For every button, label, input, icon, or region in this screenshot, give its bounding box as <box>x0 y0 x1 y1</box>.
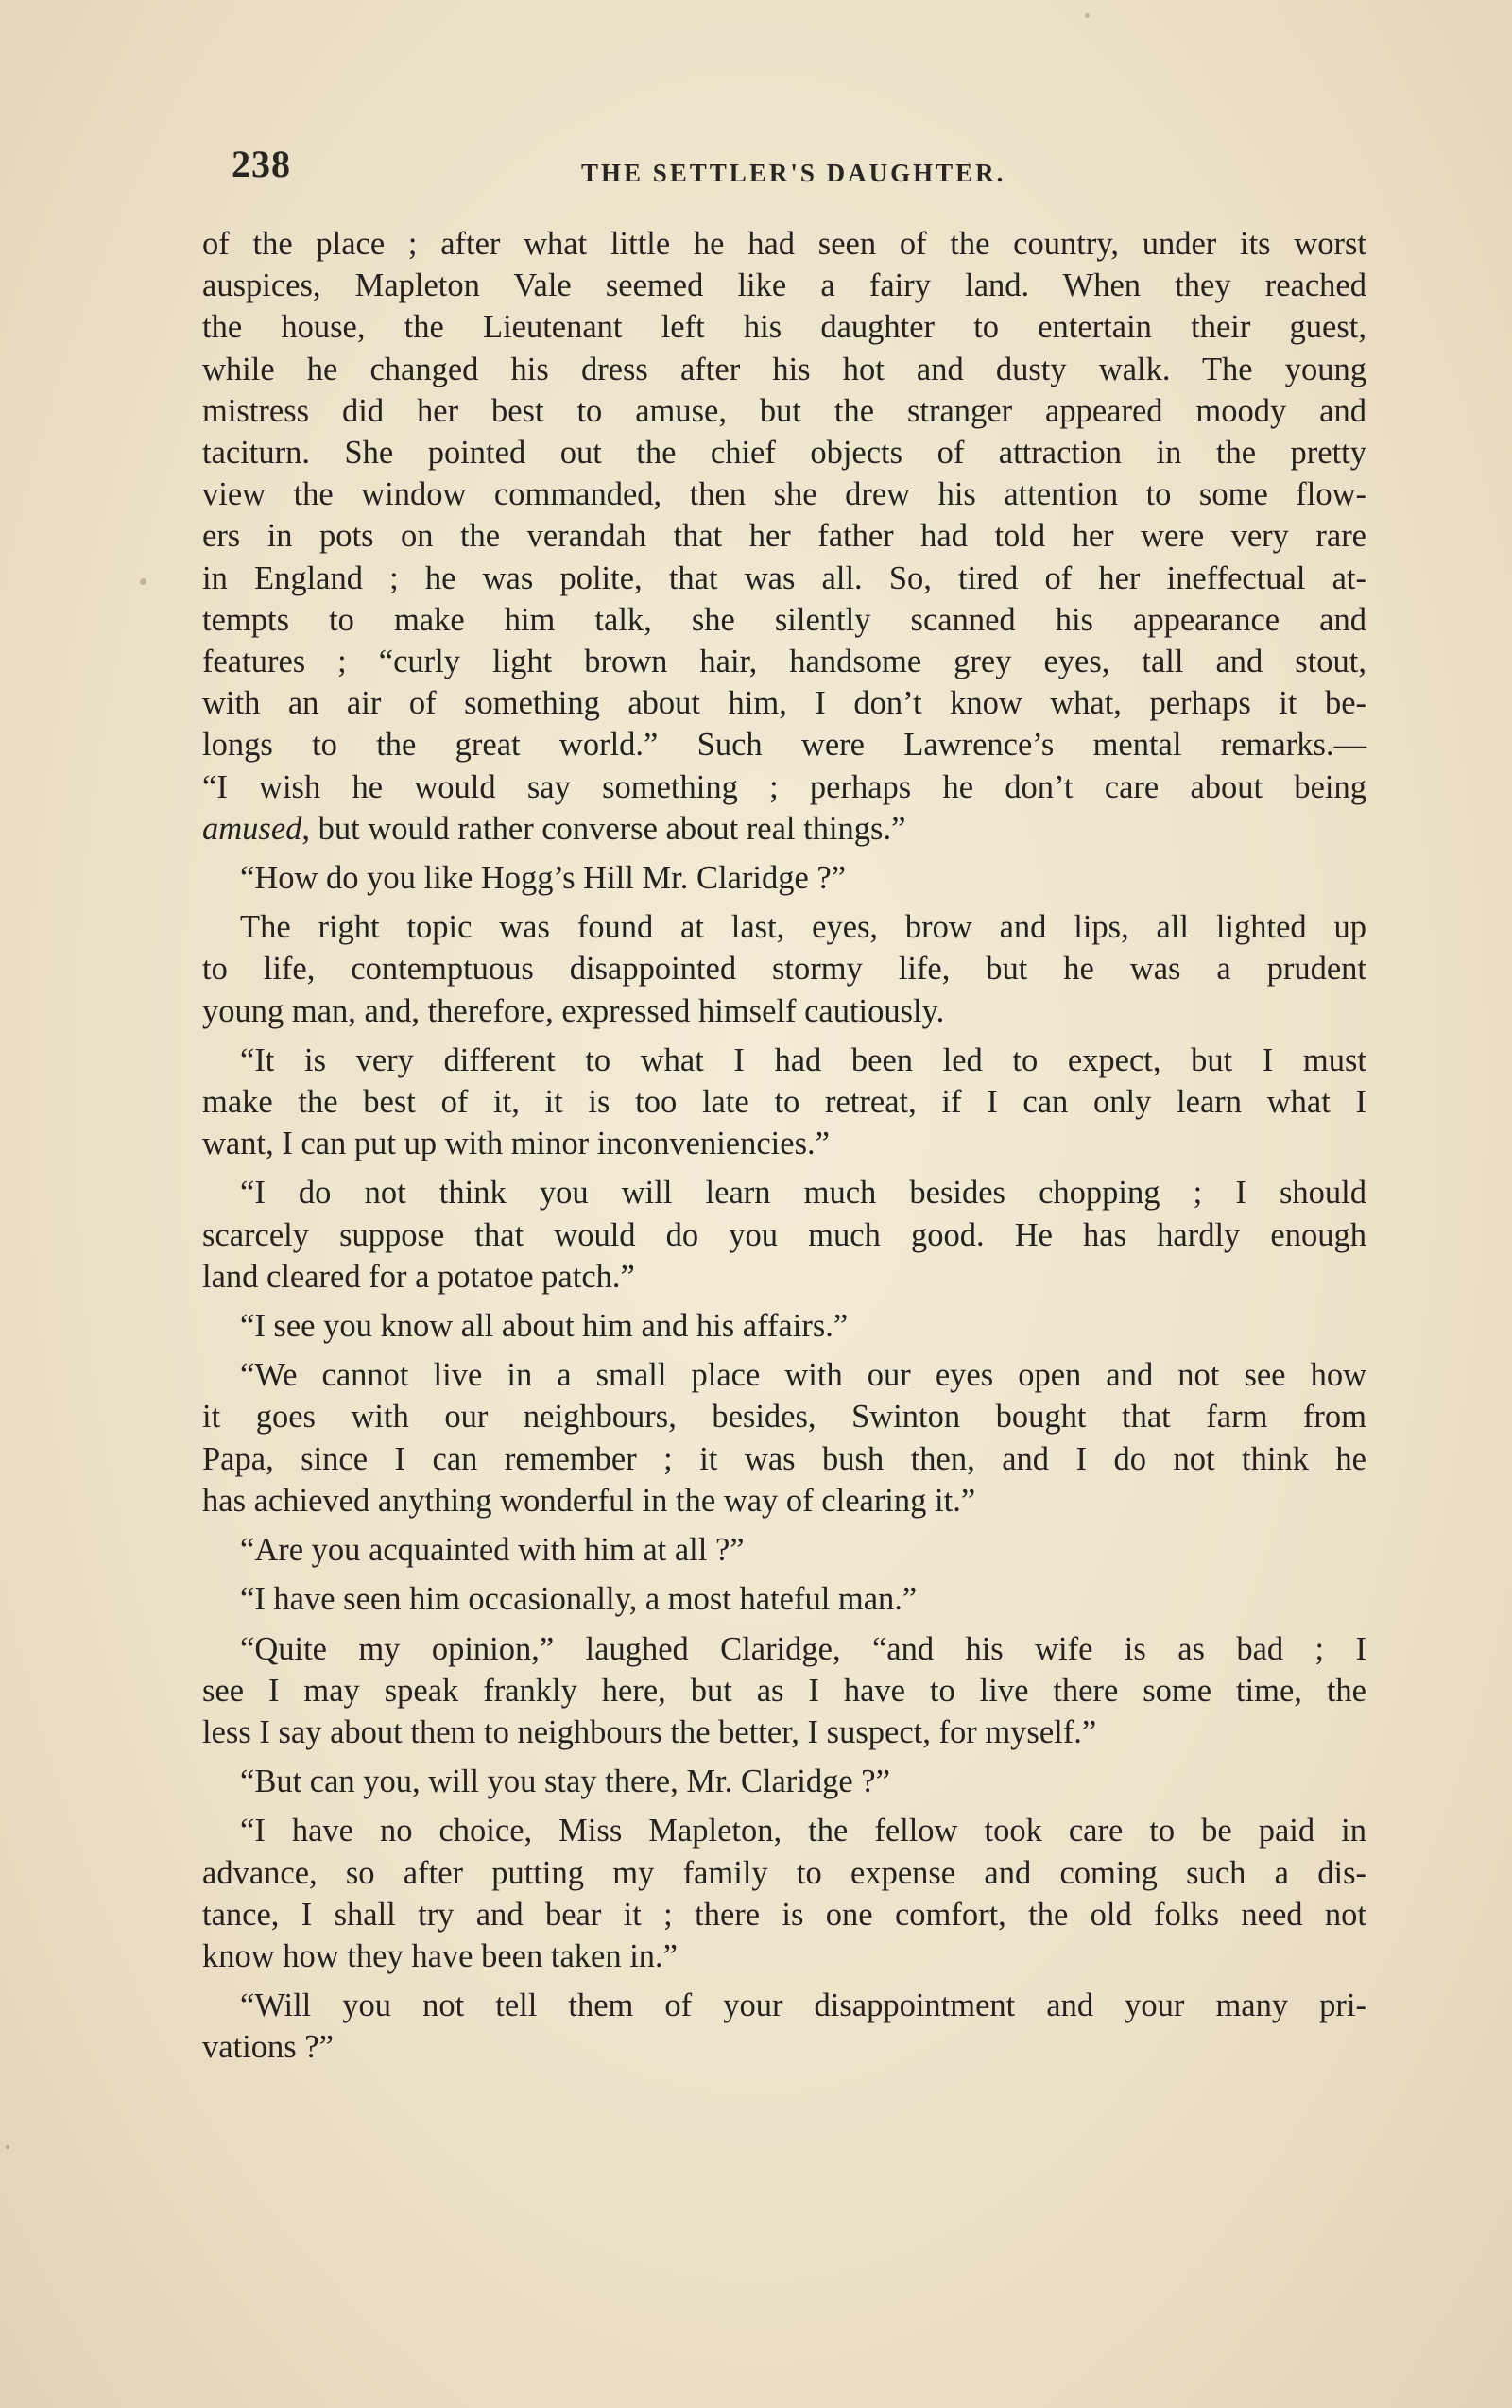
paragraph <box>202 1628 1366 1754</box>
text-line: ers in pots on the verandah that her father had told her were very rare <box>202 518 1366 555</box>
text-line: advance, so after putting my family to expense and coming such a dis- <box>202 1854 1366 1891</box>
page-number: 238 <box>232 143 291 185</box>
text-line: know how they have been taken in.” <box>202 1937 678 1974</box>
text-line: features ; “curly light brown hair, handsome grey eyes, tall and stout, <box>202 644 1366 680</box>
text-line: tempts to make him talk, she silently scanned his appearance and <box>202 601 1366 638</box>
paper-blemish <box>1085 13 1090 18</box>
text-line: it goes with our neighbours, besides, Swinton bought that farm from <box>202 1399 1366 1436</box>
body-text <box>202 223 1366 2076</box>
text-line: “It is very different to what I had been led to expect, but I must <box>240 1041 1366 1078</box>
text-line: land cleared for a potatoe patch.” <box>202 1258 635 1295</box>
paragraph <box>202 1040 1366 1165</box>
page-header <box>232 142 1366 198</box>
text-line: young man, and, therefore, expressed himself cautiously. <box>202 992 945 1029</box>
text-line: mistress did her best to amuse, but the stranger appeared moody and <box>202 392 1366 429</box>
text-line: the house, the Lieutenant left his daughter to entertain their guest, <box>202 309 1366 346</box>
text-line: “I see you know all about him and his affairs.” <box>240 1308 849 1345</box>
text-line: “Quite my opinion,” laughed Claridge, “and his wife is as bad ; I <box>240 1630 1366 1667</box>
text-line: tance, I shall try and bear it ; there is one comfort, the old folks need not <box>202 1896 1366 1933</box>
paragraph <box>202 1305 1366 1347</box>
text-line: has achieved anything wonderful in the way of clearing it.” <box>202 1482 976 1519</box>
paragraph <box>202 1354 1366 1522</box>
text-line: less I say about them to neighbours the better, I suspect, for myself.” <box>202 1713 1097 1750</box>
text-line: “I wish he would say something ; perhaps he don’t care about being <box>202 768 1366 805</box>
text-line: with an air of something about him, I don’t know what, perhaps it be- <box>202 685 1366 722</box>
text-line: see I may speak frankly here, but as I have to live there some time, the <box>202 1672 1366 1709</box>
paragraph <box>202 1172 1366 1298</box>
text-line: “I do not think you will learn much besides chopping ; I should <box>240 1175 1366 1212</box>
paragraph <box>202 857 1366 899</box>
text-line: “We cannot live in a small place with our eyes open and not see how <box>240 1357 1366 1394</box>
paper-blemish <box>140 578 146 585</box>
paragraph <box>202 223 1366 850</box>
text-line: want, I can put up with minor inconveniencies.” <box>202 1126 830 1162</box>
text-line: make the best of it, it is too late to retreat, if I can only learn what I <box>202 1084 1366 1121</box>
paragraph <box>202 1578 1366 1620</box>
text-line: while he changed his dress after his hot and dusty walk. The young <box>202 351 1366 387</box>
text-line: vations ?” <box>202 2029 334 2066</box>
text-line: The right topic was found at last, eyes, brow and lips, all lighted up <box>240 909 1366 946</box>
text-line: of the place ; after what little he had seen of the country, under its worst <box>202 226 1366 262</box>
text-line: amused, but would rather converse about real things.” <box>202 810 906 847</box>
text-line: Papa, since I can remember ; it was bush then, and I do not think he <box>202 1440 1366 1477</box>
paragraph <box>202 906 1366 1032</box>
text-line: auspices, Mapleton Vale seemed like a fairy land. When they reached <box>202 267 1366 304</box>
paragraph <box>202 1985 1366 2068</box>
text-line: “I have seen him occasionally, a most hateful man.” <box>240 1581 918 1618</box>
text-line: “I have no choice, Miss Mapleton, the fellow took care to be paid in <box>240 1813 1366 1849</box>
paragraph <box>202 1529 1366 1571</box>
paragraph <box>202 1761 1366 1802</box>
running-head: THE SETTLER'S DAUGHTER. <box>581 159 1006 187</box>
text-line: “Will you not tell them of your disappointment and your many pri- <box>240 1987 1366 2024</box>
text-line: scarcely suppose that would do you much good. He has hardly enough <box>202 1216 1366 1253</box>
text-line: to life, contemptuous disappointed stormy life, but he was a prudent <box>202 951 1366 988</box>
text-line: “How do you like Hogg’s Hill Mr. Claridge ?” <box>240 860 847 897</box>
text-line: taciturn. She pointed out the chief objects of attraction in the pretty <box>202 435 1366 472</box>
text-line: view the window commanded, then she drew his attention to some flow- <box>202 476 1366 513</box>
text-line: in England ; he was polite, that was all. So, tired of her ineffectual at- <box>202 559 1366 596</box>
text-line: longs to the great world.” Such were Lawrence’s mental remarks.— <box>202 727 1366 764</box>
text-line: “Are you acquainted with him at all ?” <box>240 1532 745 1569</box>
paper-blemish <box>6 2145 9 2149</box>
text-line: “But can you, will you stay there, Mr. Claridge ?” <box>240 1763 890 1800</box>
paragraph <box>202 1810 1366 1977</box>
